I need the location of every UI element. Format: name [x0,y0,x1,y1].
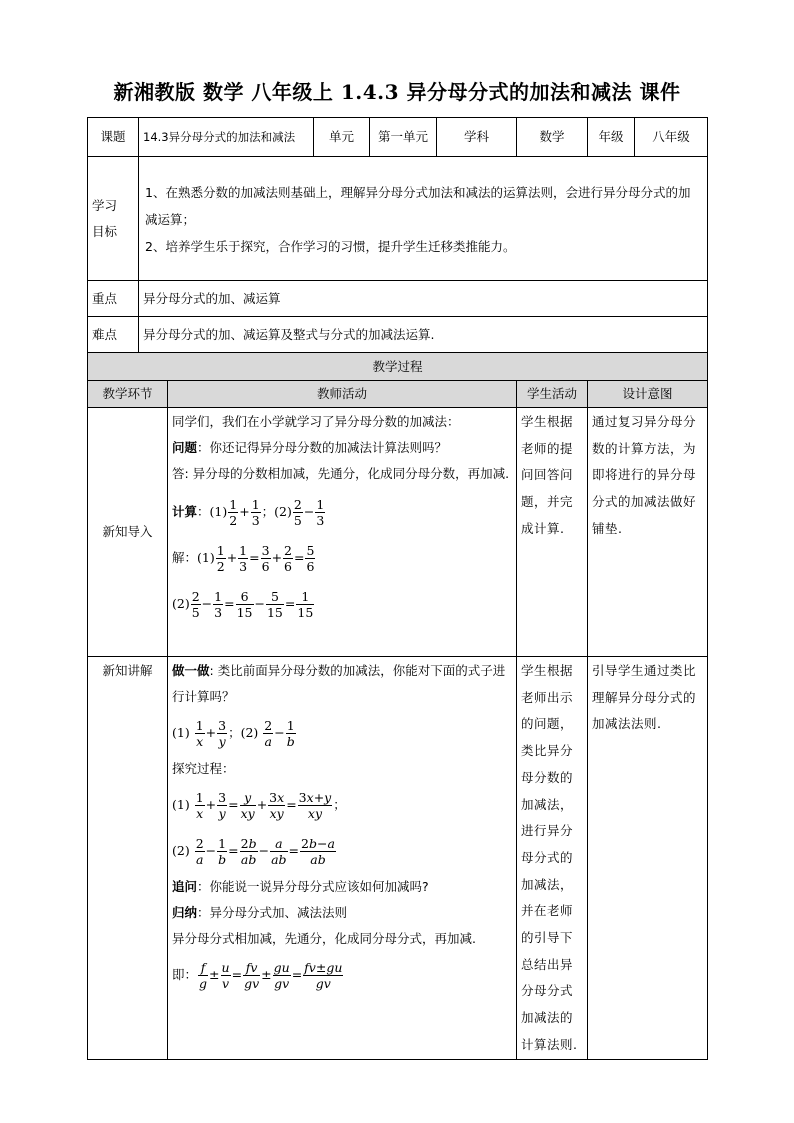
difficulty-row [88,317,708,353]
unit-value: 第一单元 [370,118,437,157]
grade-label: 年级 [588,118,635,157]
intro-line-1: 同学们，我们在小学就学习了异分母分数的加减法： [172,414,460,429]
lecture-row [88,657,708,1060]
goals-row [88,157,708,281]
goals-content [139,157,708,281]
goal-item-1: 1、在熟悉分数的加减法则基础上，理解异分母分式加法和减法的运算法则，会进行异分母分式的加减运算； [145,185,691,227]
intro-calc: 计算 ： (1) $\frac{1}{2}$ + $\frac{1}{3}$ ； (2) $\frac{2}{5}$ − $\frac{1}{3}$ [172,496,325,528]
goals-label: 学习目标 [88,157,139,281]
process-header-row [88,381,708,408]
difficulty-label: 难点 [88,317,139,353]
lecture-explore: 探究过程： [172,761,235,776]
col-intent: 设计意图 [588,381,708,408]
process-title-row [88,353,708,381]
subject-label: 学科 [437,118,517,157]
col-teacher: 教师活动 [168,381,517,408]
intro-teacher [168,408,517,657]
col-student: 学生活动 [517,381,588,408]
lecture-step-1: (1) $\frac{1}{x}$ + $\frac{3}{y}$ = $\frac{y}{xy}$ + $\frac{3x}{xy}$ = $\frac{3x+y}{xy}$ ； [172,789,346,821]
intro-question: 问题：你还记得异分母分数的加减法计算法则吗？ [172,440,448,455]
process-title: 教学过程 [88,353,708,381]
key-point-row [88,281,708,317]
header-row [88,118,708,157]
intro-stage: 新知导入 [88,408,168,657]
lecture-summary: 归纳：异分母分式加、减法法则 [172,905,348,920]
grade-value: 八年级 [635,118,708,157]
intro-answer: 答: 异分母的分数相加减，先通分，化成同分母分数，再加减. [172,466,510,481]
lecture-exercises: (1) $\frac{1}{x}$ + $\frac{3}{y}$ ； (2) $\frac{2}{a}$ − $\frac{1}{b}$ [172,717,295,749]
topic-label: 课题 [88,118,139,157]
intro-intent: 通过复习异分母分数的计算方法，为即将进行的异分母分式的加减法做好铺垫. [588,408,708,657]
lecture-try: 做一做: 类比前面异分母分数的加减法，你能对下面的式子进行计算吗？ [172,663,506,704]
lecture-stage: 新知讲解 [88,657,168,1060]
col-stage: 教学环节 [88,381,168,408]
lecture-student: 学生根据老师出示的问题，类比异分母分数的加减法，进行异分母分式的加减法，并在老师的引导下总结出异分母分式加减法的计算法则. [517,657,588,1060]
topic-value: 14.3异分母分式的加法和减法 [139,118,314,157]
goal-item-2: 2、培养学生乐于探究，合作学习的习惯，提升学生迁移类推能力。 [145,239,516,254]
subject-value: 数学 [517,118,588,157]
key-point-text: 异分母分式的加、减运算 [139,281,708,317]
lecture-intent: 引导学生通过类比理解异分母分式的加减法法则. [588,657,708,1060]
lecture-follow-up: 追问：你能说一说异分母分式应该如何加减吗? [172,879,429,894]
intro-solution-1: 解： (1) $\frac{1}{2}$ + $\frac{1}{3}$ = $\frac{3}{6}$ + $\frac{2}{6}$ = $\frac{5}{6}$ [172,542,315,574]
key-point-label: 重点 [88,281,139,317]
page-title: 新湘教版 数学 八年级上 1.4.3 异分母分式的加法和减法 课件 [113,80,681,104]
lecture-formula: 即： $\frac{f}{g}$ ± $\frac{u}{v}$ = $\frac{fv}{gv}$ ± $\frac{gu}{gv}$ = $\frac{fv\pm gu}{gv}$ [172,959,343,991]
difficulty-text: 异分母分式的加、减运算及整式与分式的加减法运算. [139,317,708,353]
lecture-step-2: (2) $\frac{2}{a}$ − $\frac{1}{b}$ = $\frac{2b}{ab}$ − $\frac{a}{ab}$ = $\frac{2b-a}{ab}$ [172,835,335,867]
lesson-plan-table [87,117,708,1060]
intro-solution-2: (2) $\frac{2}{5}$ − $\frac{1}{3}$ = $\frac{6}{15}$ − $\frac{5}{15}$ = $\frac{1}{15}$ [172,588,314,620]
intro-row [88,408,708,657]
lecture-rule: 异分母分式相加减，先通分，化成同分母分式，再加减. [172,931,476,946]
lecture-teacher [168,657,517,1060]
intro-student: 学生根据老师的提问回答问题，并完成计算. [517,408,588,657]
unit-label: 单元 [314,118,370,157]
